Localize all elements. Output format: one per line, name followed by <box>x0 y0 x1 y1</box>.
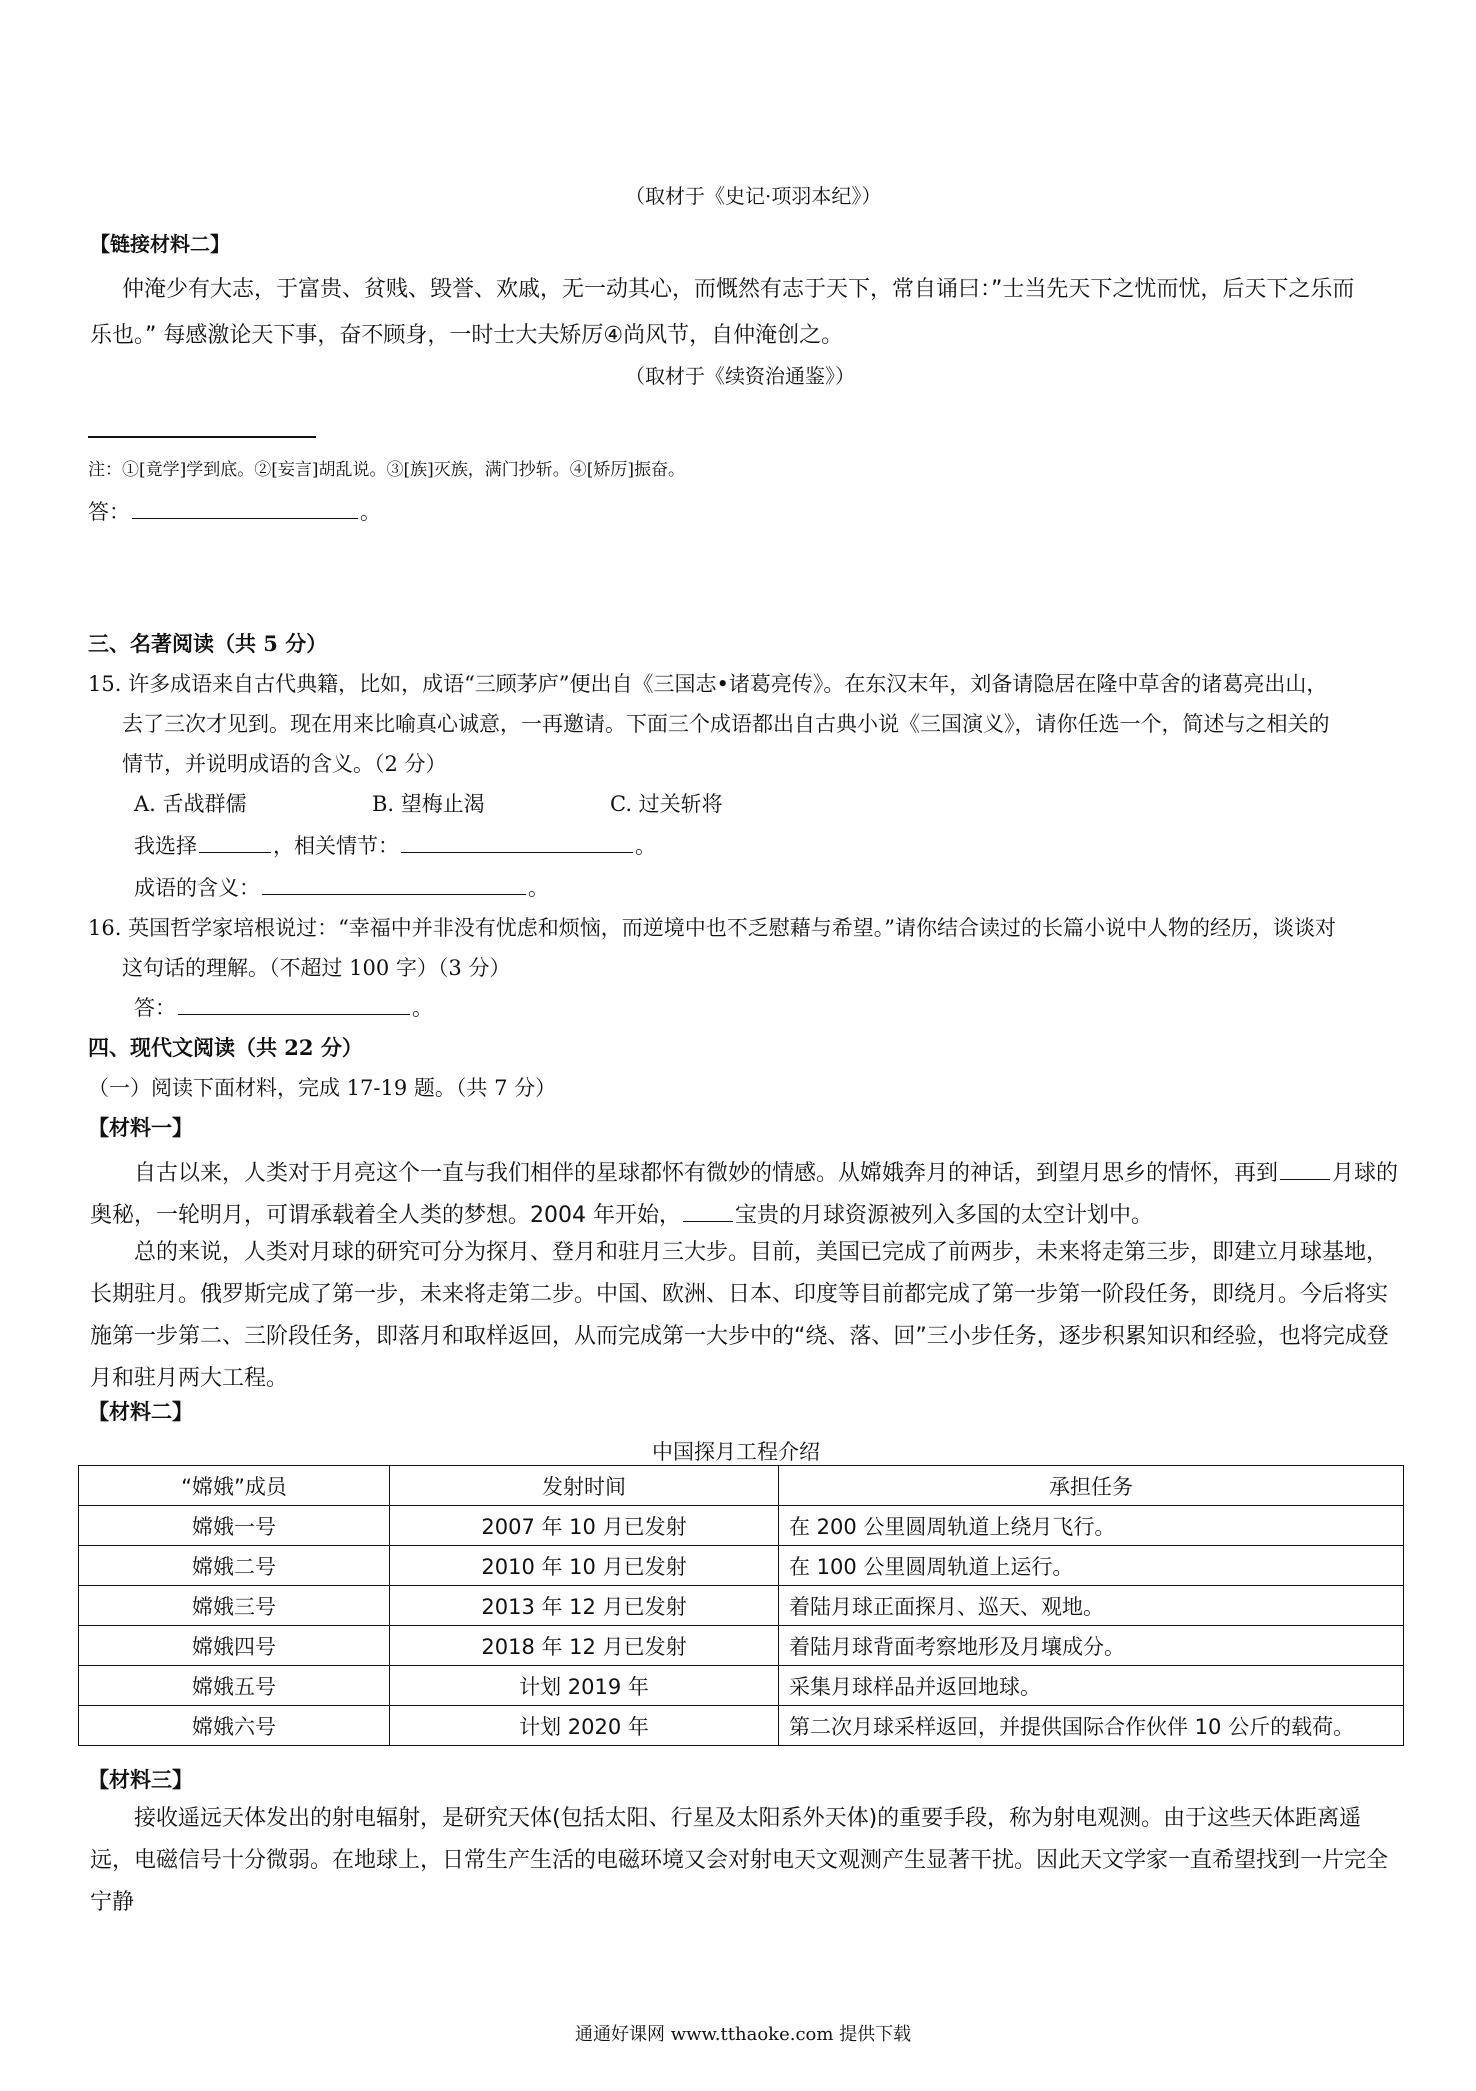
answer-label: 答： <box>88 500 130 524</box>
source-citation-2: （取材于《续资治通鉴》） <box>625 364 855 388</box>
table-row <box>79 1666 1404 1706</box>
table-row <box>79 1706 1404 1746</box>
link-material-2-line1: 仲淹少有大志，于富贵、贫贱、毁誉、欢戚，无一动其心，而慨然有志于天下，常自诵曰：”士当先天下之忧而忧，后天下之乐而 <box>122 277 1355 302</box>
material-3-paragraph: 接收遥远天体发出的射电辐射，是研究天体(包括太阳、行星及太阳系外天体)的重要手段，称为射电观测。由于这些天体距离遥远，电磁信号十分微弱。在地球上，日常生产生活的电磁环境又会对射电天文观测产生显著干扰。因此天文学家一直希望找到一片完全宁静 <box>90 1806 1389 1915</box>
material-1-text: 宝贵的月球资源被列入多国的太空计划中。 <box>734 1203 1153 1228</box>
fill-blank-1[interactable] <box>1280 1159 1330 1180</box>
table-cell: 嫦娥二号 <box>79 1546 390 1586</box>
material-3-heading: 【材料三】 <box>88 1768 193 1792</box>
q15-choice-row <box>134 830 656 860</box>
link-material-2-heading: 【链接材料二】 <box>90 232 230 256</box>
answer-label: 答： <box>134 996 176 1020</box>
table-cell: 2018 年 12 月已发射 <box>390 1626 779 1666</box>
material-1-line1 <box>134 1156 1398 1187</box>
q15-line3: 情节，并说明成语的含义。（2 分） <box>122 752 447 776</box>
table-cell: 嫦娥三号 <box>79 1586 390 1626</box>
table-row <box>79 1626 1404 1666</box>
plot-blank[interactable] <box>401 832 633 853</box>
q15-option-c: C. 过关斩将 <box>610 792 723 816</box>
answer-period: 。 <box>360 500 381 524</box>
footnote-divider <box>88 436 316 438</box>
table-cell: 2010 年 10 月已发射 <box>390 1546 779 1586</box>
page-footer: 通通好课网 www.tthaoke.com 提供下载 <box>575 2024 912 2045</box>
answer-row-1 <box>88 496 381 526</box>
table-title: 中国探月工程介绍 <box>652 1440 820 1464</box>
table-cell: 第二次月球采样返回，并提供国际合作伙伴 10 公斤的载荷。 <box>779 1706 1404 1746</box>
period: 。 <box>528 876 549 900</box>
table-cell: 2007 年 10 月已发射 <box>390 1506 779 1546</box>
subsection-1-title: （一）阅读下面材料，完成 17-19 题。（共 7 分） <box>88 1076 557 1100</box>
section-3-title: 三、名著阅读（共 5 分） <box>88 631 328 656</box>
source-citation-1: （取材于《史记·项羽本纪》） <box>625 184 882 208</box>
period: 。 <box>412 996 433 1020</box>
column-header: 承担任务 <box>779 1466 1404 1506</box>
q15-meaning-row <box>134 872 549 902</box>
material-1-text: 月球的 <box>1332 1161 1399 1186</box>
link-material-2-line2: 乐也。” 每感激论天下事，奋不顾身，一时士大夫矫厉④尚风节，自仲淹创之。 <box>90 323 844 348</box>
q15-line2: 去了三次才见到。现在用来比喻真心诚意，一再邀请。下面三个成语都出自古典小说《三国演义》，请你任选一个，简述与之相关的 <box>122 712 1330 736</box>
fill-blank-2[interactable] <box>683 1201 733 1222</box>
table-cell: 嫦娥六号 <box>79 1706 390 1746</box>
answer-blank[interactable] <box>132 498 358 519</box>
table-cell: 在 100 公里圆周轨道上运行。 <box>779 1546 1404 1586</box>
column-header: “嫦娥”成员 <box>79 1466 390 1506</box>
table-cell: 在 200 公里圆周轨道上绕月飞行。 <box>779 1506 1404 1546</box>
q15-line1: 15. 许多成语来自古代典籍，比如，成语“三顾茅庐”便出自《三国志•诸葛亮传》。在东汉末年，刘备请隐居在隆中草舍的诸葛亮出山， <box>88 672 1328 696</box>
q15-option-b: B. 望梅止渴 <box>372 792 485 816</box>
choice-blank[interactable] <box>199 832 271 853</box>
table-cell: 计划 2020 年 <box>390 1706 779 1746</box>
table-cell: 嫦娥一号 <box>79 1506 390 1546</box>
table-row <box>79 1506 1404 1546</box>
material-1-paragraph-2: 总的来说，人类对月球的研究可分为探月、登月和驻月三大步。目前，美国已完成了前两步，未来将走第三步，即建立月球基地，长期驻月。俄罗斯完成了第一步，未来将走第二步。中国、欧洲、日本、印度等目前都完成了第一步第一阶段任务，即绕月。今后将实施第一步第二、三阶段任务，即落月和取样返回，从而完成第一大步中的“绕、落、回”三小步任务，逐步积累知识和经验，也将完成登月和驻月两大工程。 <box>90 1240 1389 1391</box>
table-row <box>79 1586 1404 1626</box>
table-cell: 嫦娥五号 <box>79 1666 390 1706</box>
meaning-label: 成语的含义： <box>134 876 260 900</box>
section-4-title: 四、现代文阅读（共 22 分） <box>88 1035 363 1060</box>
q16-line1: 16. 英国哲学家培根说过：“幸福中并非没有忧虑和烦恼，而逆境中也不乏慰藉与希望。”请你结合读过的长篇小说中人物的经历，谈谈对 <box>88 916 1337 940</box>
table-cell: 计划 2019 年 <box>390 1666 779 1706</box>
choose-label: 我选择 <box>134 834 197 858</box>
plot-label: ，相关情节： <box>273 834 399 858</box>
material-1-heading: 【材料一】 <box>88 1116 193 1140</box>
material-2-heading: 【材料二】 <box>88 1400 193 1424</box>
q16-line2: 这句话的理解。（不超过 100 字）（3 分） <box>122 956 511 980</box>
footnote: 注：①[竟学]学到底。②[妄言]胡乱说。③[族]灭族，满门抄斩。④[矫厉]振奋。 <box>88 460 686 480</box>
meaning-blank[interactable] <box>262 874 526 895</box>
material-1-text: 奥秘，一轮明月，可谓承载着全人类的梦想。2004 年开始， <box>90 1203 681 1228</box>
table-cell: 嫦娥四号 <box>79 1626 390 1666</box>
table-row <box>79 1546 1404 1586</box>
table-cell: 着陆月球正面探月、巡天、观地。 <box>779 1586 1404 1626</box>
table-cell: 采集月球样品并返回地球。 <box>779 1666 1404 1706</box>
period: 。 <box>635 834 656 858</box>
material-1-text: 自古以来，人类对于月亮这个一直与我们相伴的星球都怀有微妙的情感。从嫦娥奔月的神话，到望月思乡的情怀，再到 <box>134 1161 1279 1186</box>
lunar-probe-table <box>78 1465 1404 1746</box>
material-1-line2 <box>90 1198 1153 1229</box>
answer-row-2 <box>134 992 433 1022</box>
table-cell: 2013 年 12 月已发射 <box>390 1586 779 1626</box>
table-cell: 着陆月球背面考察地形及月壤成分。 <box>779 1626 1404 1666</box>
q15-option-a: A. 舌战群儒 <box>134 792 247 816</box>
column-header: 发射时间 <box>390 1466 779 1506</box>
table-header-row <box>79 1466 1404 1506</box>
answer-blank[interactable] <box>178 994 410 1015</box>
